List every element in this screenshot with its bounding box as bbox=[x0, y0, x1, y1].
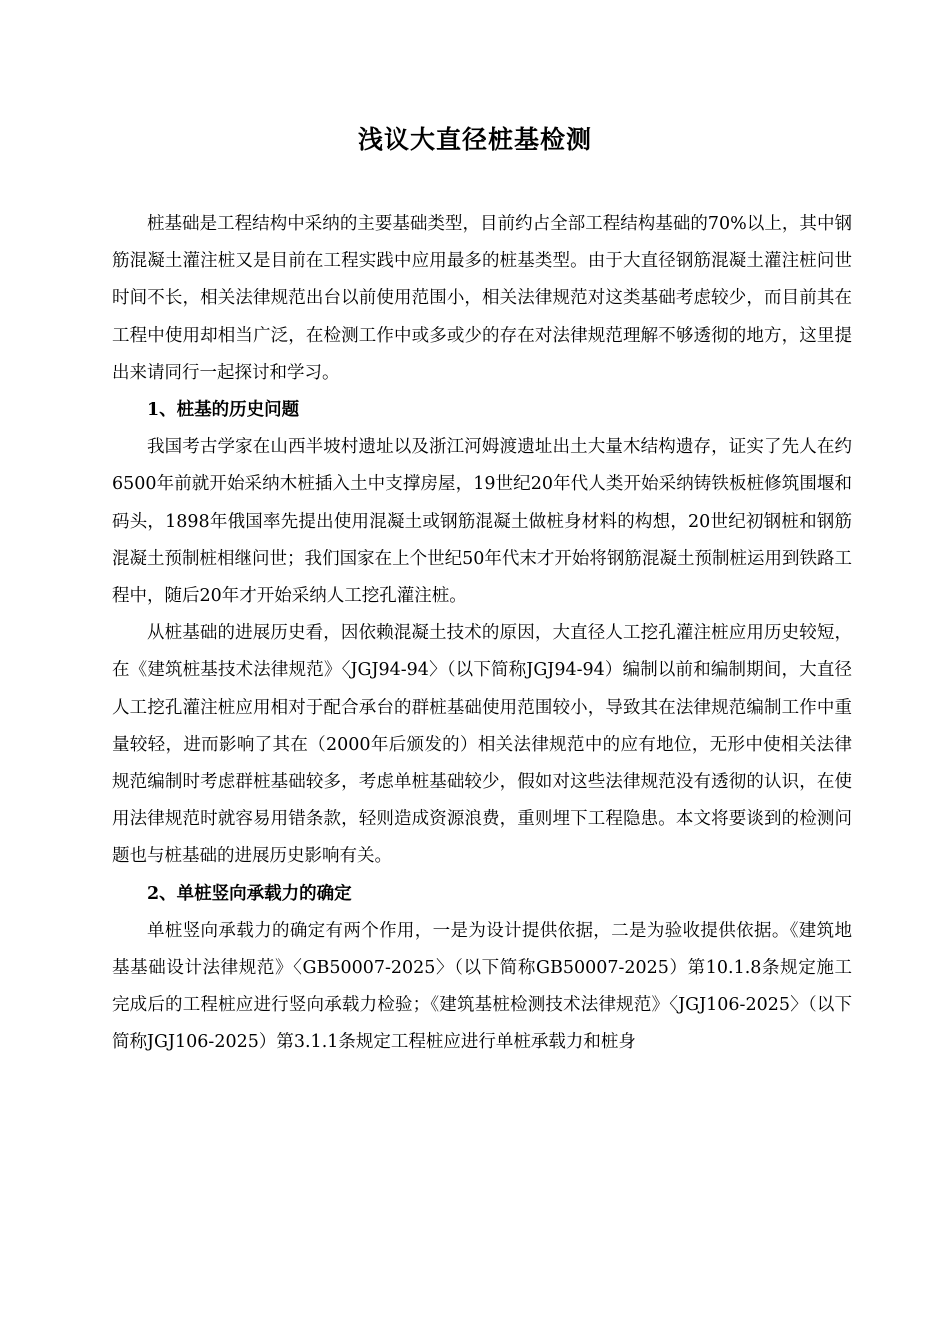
section-heading-history: 1、桩基的历史问题 bbox=[147, 400, 300, 421]
document-body bbox=[112, 206, 852, 1062]
section-heading-bearing-capacity: 2、单桩竖向承载力的确定 bbox=[147, 883, 352, 904]
paragraph-bearing-capacity: 单桩竖向承载力的确定有两个作用，一是为设计提供依据，二是为验收提供依据。《建筑地基基础设计法律规范》〈GB50007-2025〉（以下简称GB50007-2025）第10.1.8条规定施工完成后的工程桩应进行竖向承载力检验；《建筑基桩检测技术法律规范》〈JGJ106-2025〉（以下简称JGJ106-2025）第3.1.1条规定工程桩应进行单桩承载力和桩身 bbox=[112, 920, 852, 1053]
document-title: 浅议大直径桩基检测 bbox=[357, 125, 592, 154]
paragraph-intro: 桩基础是工程结构中采纳的主要基础类型，目前约占全部工程结构基础的70%以上，其中钢筋混凝土灌注桩又是目前在工程实践中应用最多的桩基类型。由于大直径钢筋混凝土灌注桩问世时间不长，相关法律规范出台以前使用范围小，相关法律规范对这类基础考虑较少，而目前其在工程中使用却相当广泛，在检测工作中或多或少的存在对法律规范理解不够透彻的地方，这里提出来请同行一起探讨和学习。 bbox=[112, 214, 852, 383]
paragraph-history-archaeology: 我国考古学家在山西半坡村遗址以及浙江河姆渡遗址出土大量木结构遗存，证实了先人在约6500年前就开始采纳木桩插入土中支撑房屋，19世纪20年代人类开始采纳铸铁板桩修筑围堰和码头，1898年俄国率先提出使用混凝土或钢筋混凝土做桩身材料的构想，20世纪初钢桩和钢筋混凝土预制桩相继问世；我们国家在上个世纪50年代末才开始将钢筋混凝土预制桩运用到铁路工程中，随后20年才开始采纳人工挖孔灌注桩。 bbox=[112, 437, 852, 607]
paragraph-history-development: 从桩基础的进展历史看，因依赖混凝土技术的原因，大直径人工挖孔灌注桩应用历史较短，在《建筑桩基技术法律规范》〈JGJ94-94〉（以下简称JGJ94-94）编制以前和编制期间，大直径人工挖孔灌注桩应用相对于配合承台的群桩基础使用范围较小，导致其在法律规范编制工作中重量较轻，进而影响了其在（2000年后颁发的）相关法律规范中的应有地位，无形中使相关法律规范编制时考虑群桩基础较多，考虑单桩基础较少，假如对这些法律规范没有透彻的认识，在使用法律规范时就容易用错条款，轻则造成资源浪费，重则埋下工程隐患。本文将要谈到的检测问题也与桩基础的进展历史影响有关。 bbox=[112, 623, 852, 867]
